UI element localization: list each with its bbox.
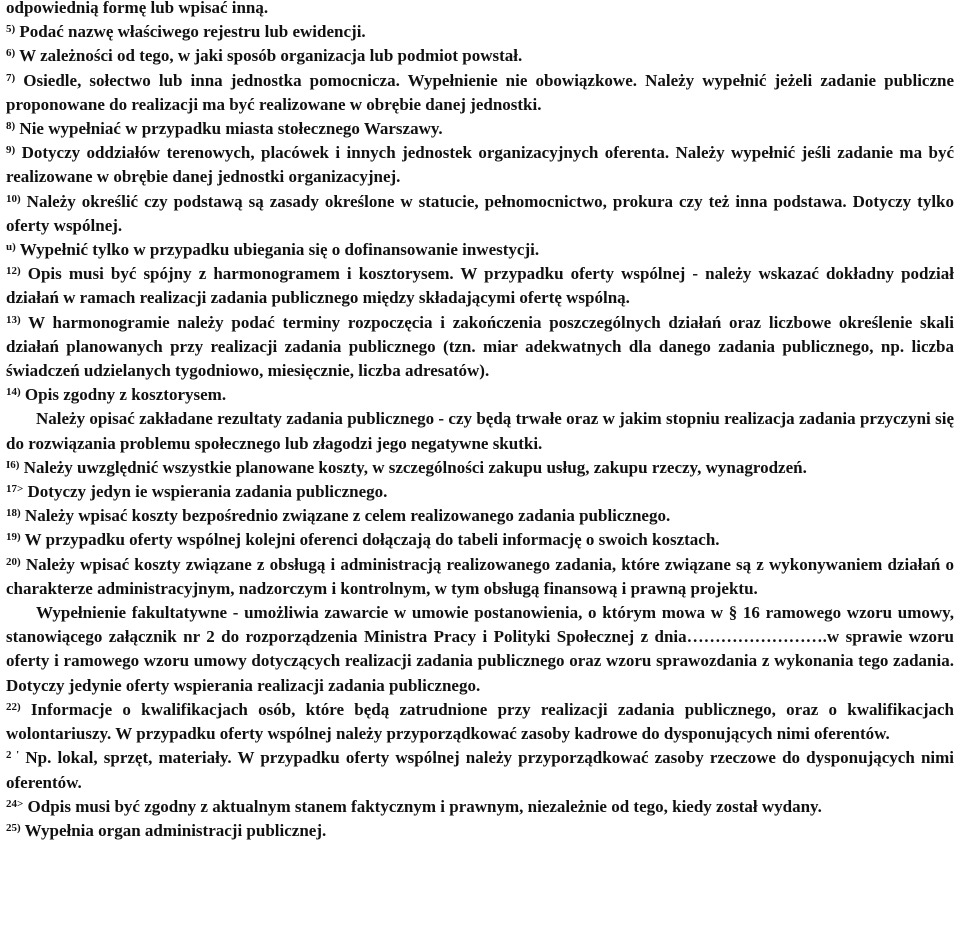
footnote-number: 2 ' (6, 749, 20, 762)
footnote-9 (6, 141, 954, 189)
footnote-text: Dotyczy jedyn ie wspierania zadania publicznego. (27, 482, 388, 502)
footnote-number: I6) (6, 458, 20, 471)
footnote-17 (6, 480, 954, 504)
footnote-15 (6, 407, 954, 455)
footnote-text: Np. lokal, sprzęt, materiały. W przypadku oferty wspólnej należy przyporządkować zasoby rzeczowe do dysponujących nimi oferentów. (6, 748, 954, 792)
footnote-number: 18) (6, 507, 21, 520)
footnote-19 (6, 528, 954, 552)
footnote-text: Należy opisać zakładane rezultaty zadania publicznego - czy będą trwałe oraz w jakim stopniu realizacja zadania przyczyni się do rozwiązania problemu społecznego lub złagodzi jego negatywne skutki. (6, 409, 954, 453)
footnote-11 (6, 238, 954, 262)
footnote-number: 14) (6, 386, 21, 399)
footnote-text: Należy określić czy podstawą są zasady określone w statucie, pełnomocnictwo, prokura czy też inna podstawa. Dotyczy tylko oferty wspólnej. (6, 191, 955, 235)
footnote-number: 17> (6, 483, 24, 496)
footnote-number: 7) (6, 71, 16, 84)
footnote-text: Odpis musi być zgodny z aktualnym stanem faktycznym i prawnym, niezależnie od tego, kiedy został wydany. (27, 796, 822, 816)
footnote-text: Opis zgodny z kosztorysem. (24, 385, 227, 405)
footnote-text: Dotyczy oddziałów terenowych, placówek i innych jednostek organizacyjnych oferenta. Należy wypełnić jeśli zadanie ma być realizowane w obrębie danej jednostki organizacyjnej. (6, 143, 955, 187)
footnote-21 (6, 601, 954, 698)
footnote-text: odpowiednią formę lub wpisać inną. (6, 0, 269, 17)
footnote-number: 25) (6, 821, 21, 834)
footnote-25 (6, 819, 954, 843)
footnote-23 (6, 746, 954, 794)
footnote-number: 19) (6, 531, 21, 544)
footnote-text: Osiedle, sołectwo lub inna jednostka pomocnicza. Wypełnienie nie obowiązkowe. Należy wypełnić jeżeli zadanie publiczne proponowane do realizacji ma być realizowane w obrębie danej jednostki. (6, 70, 955, 114)
footnote-number: 9) (6, 144, 16, 157)
footnote-20 (6, 553, 954, 601)
footnote-text: Podać nazwę właściwego rejestru lub ewidencji. (19, 22, 366, 42)
footnote-14 (6, 383, 954, 407)
footnote-number: 10) (6, 192, 21, 205)
footnote-8 (6, 117, 954, 141)
footnote-7 (6, 69, 954, 117)
footnote-16 (6, 456, 954, 480)
footnote-5 (6, 20, 954, 44)
footnote-text: Opis musi być spójny z harmonogramem i kosztorysem. W przypadku oferty wspólnej - należy wskazać dokładny podział działań w ramach realizacji zadania publicznego między składającymi ofertę wspólną. (6, 264, 954, 308)
footnote-number: 6) (6, 47, 16, 60)
footnote-number: 22) (6, 700, 21, 713)
footnote-number: 8) (6, 120, 16, 133)
footnote-18 (6, 504, 954, 528)
footnote-continuation (6, 0, 954, 20)
footnote-6 (6, 44, 954, 68)
footnote-12 (6, 262, 954, 310)
footnote-text: W harmonogramie należy podać terminy rozpoczęcia i zakończenia poszczególnych działań oraz liczbowe określenie skali działań planowanych przy realizacji zadania publicznego (tzn. miar adekwatnych dla danego zadania publicznego, np. liczba świadczeń udzielanych tygodniowo, miesięcznie, liczba adresatów). (6, 312, 954, 381)
footnote-text: W przypadku oferty wspólnej kolejni oferenci dołączają do tabeli informację o swoich kosztach. (24, 530, 720, 550)
footnote-text: Należy wpisać koszty bezpośrednio związane z celem realizowanego zadania publicznego. (24, 506, 671, 526)
footnote-13 (6, 311, 954, 384)
footnote-text: Należy uwzględnić wszystkie planowane koszty, w szczególności zakupu usług, zakupu rzeczy, wynagrodzeń. (23, 457, 807, 477)
footnote-10 (6, 190, 954, 238)
footnote-text: Wypełnienie fakultatywne - umożliwia zawarcie w umowie postanowienia, o którym mowa w § 16 ramowego wzoru umowy, stanowiącego załącznik nr 2 do rozporządzenia Ministra Pracy i Polityki Społecznej z dnia…………………….w sprawie wzoru oferty i ramowego wzoru umowy dotyczących realizacji zadania publicznego oraz wzoru sprawozdania z wykonania tego zadania. Dotyczy jedynie oferty wspierania realizacji zadania publicznego. (6, 603, 954, 695)
footnote-text: Należy wpisać koszty związane z obsługą i administracją realizowanego zadania, które związane są z wykonywaniem działań o charakterze administracyjnym, nadzorczym i kontrolnym, w tym obsługą finansową i prawną projektu. (6, 554, 955, 598)
footnote-text: Wypełnia organ administracji publicznej. (24, 820, 327, 840)
footnote-number: 5) (6, 23, 16, 36)
footnote-number: u) (6, 241, 16, 254)
footnote-number: 13) (6, 313, 21, 326)
footnote-text: Informacje o kwalifikacjach osób, które będą zatrudnione przy realizacji zadania publicznego, oraz o kwalifikacjach wolontariuszy. W przypadku oferty wspólnej należy przyporządkować zasoby kadrowe do dysponujących nimi oferentów. (6, 699, 954, 744)
footnote-text: W zależności od tego, w jaki sposób organizacja lub podmiot powstał. (19, 46, 523, 66)
footnote-text: Nie wypełniać w przypadku miasta stołecznego Warszawy. (19, 119, 443, 139)
footnote-22 (6, 698, 954, 746)
footnote-24 (6, 795, 954, 819)
footnote-text: Wypełnić tylko w przypadku ubiegania się o dofinansowanie inwestycji. (19, 240, 540, 260)
footnote-number: 12) (6, 265, 21, 278)
footnote-number: 20) (6, 555, 21, 568)
footnote-number: 24> (6, 797, 24, 810)
